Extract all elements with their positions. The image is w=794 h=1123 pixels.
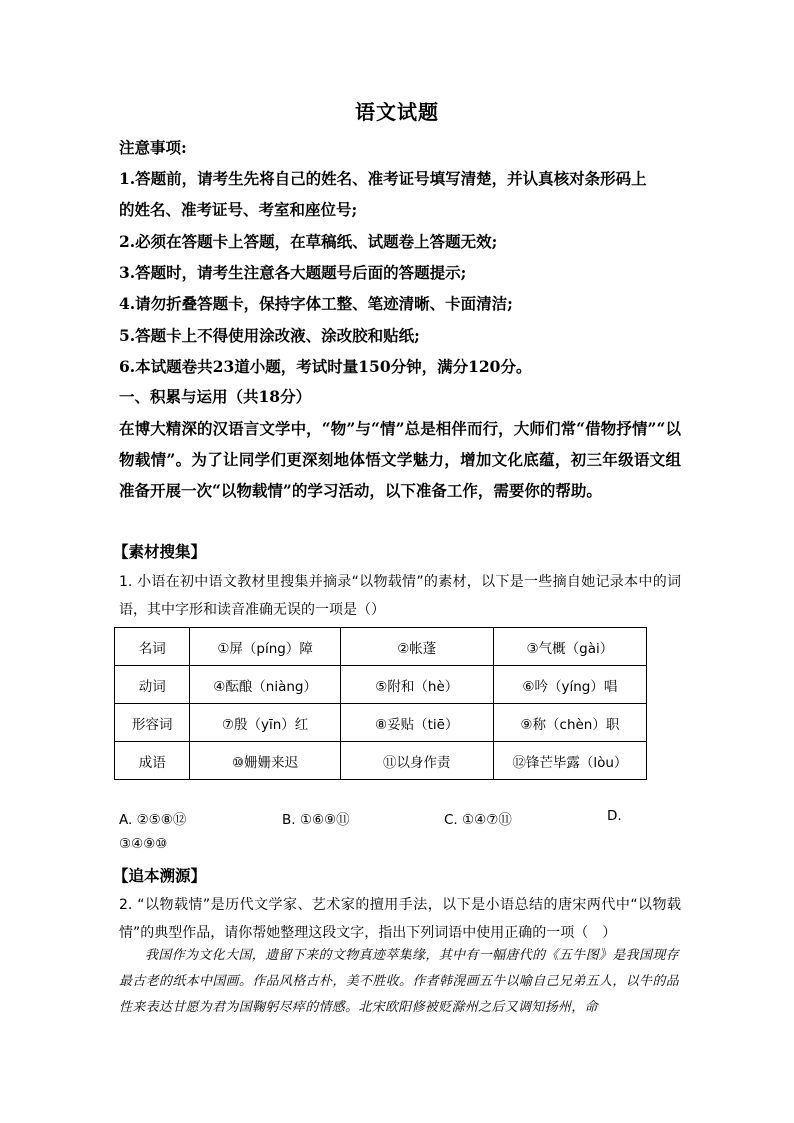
option-a[interactable]: A. ②⑤⑧⑫ xyxy=(119,812,187,828)
table-cell: ④酝酿（niàng） xyxy=(190,666,340,704)
table-cell: ②帐蓬 xyxy=(340,628,493,666)
table-cell: ③气概（gài） xyxy=(493,628,646,666)
table-cell: ⑨称（chèn）职 xyxy=(493,704,646,742)
notice-item: 2.必须在答题卡上答题，在草稿纸、试题卷上答题无效; xyxy=(119,232,498,251)
table-cell: ⑦殷（yīn）红 xyxy=(190,704,340,742)
option-b[interactable]: B. ①⑥⑨⑪ xyxy=(282,812,350,828)
notice-item: 3.答题时，请考生注意各大题题号后面的答题提示; xyxy=(119,263,467,282)
part-heading-origins: 【追本溯源】 xyxy=(113,866,207,885)
notice-item: 4.请勿折叠答题卡，保持字体工整、笔迹清晰、卡面清洁; xyxy=(119,294,513,313)
table-row xyxy=(115,704,647,742)
table-cell: 名词 xyxy=(115,628,190,666)
notice-item: 5.答题卡上不得使用涂改液、涂改胶和贴纸; xyxy=(119,326,420,345)
table-cell: 动词 xyxy=(115,666,190,704)
table-cell: ⑤附和（hè） xyxy=(340,666,493,704)
table-row xyxy=(115,628,647,666)
table-cell: 形容词 xyxy=(115,704,190,742)
notice-heading: 注意事项: xyxy=(119,138,187,157)
table-row xyxy=(115,666,647,704)
option-d-content: ③④⑨⑩ xyxy=(119,836,168,852)
question-2: 2. “以物载情”是历代文学家、艺术家的擅用手法，以下是小语总结的唐宋两代中“以物载情”的典型作品，请你帮她整理这段文字，指出下列词语中使用正确的一项（ ） xyxy=(119,897,681,941)
part-heading-materials: 【素材搜集】 xyxy=(113,542,207,561)
table-cell: ⑩姗姗来迟 xyxy=(190,742,340,780)
notice-item: 1.答题前，请考生先将自己的姓名、准考证号填写清楚，并认真核对条形码上 xyxy=(119,169,647,188)
notice-item: 6.本试题卷共23道小题，考试时量150分钟，满分120分。 xyxy=(119,357,532,376)
section-intro: 在博大精深的汉语言文学中，“物”与“情”总是相伴而行，大师们常“借物抒情”“以物载情”。为了让同学们更深刻地体悟文学魅力，增加文化底蕴，初三年级语文组准备开展一次“以物载情”的学习活动，以下准备工作，需要你的帮助。 xyxy=(119,419,681,500)
table-cell: ⑫锋芒毕露（lòu） xyxy=(493,742,646,780)
table-cell: ⑧妥贴（tiē） xyxy=(340,704,493,742)
table-cell: ①屏（píng）障 xyxy=(190,628,340,666)
table-cell: ⑥吟（yíng）唱 xyxy=(493,666,646,704)
word-table xyxy=(114,627,647,780)
option-d[interactable]: D. xyxy=(607,808,622,824)
question-1: 1. 小语在初中语文教材里搜集并摘录“以物载情”的素材，以下是一些摘自她记录本中的词语，其中字形和读音准确无误的一项是（） xyxy=(119,574,681,618)
reading-passage: 我国作为文化大国，遗留下来的文物真迹萃集缘，其中有一幅唐代的《五牛图》是我国现存最古老的纸本中国画。作品风格古朴，美不胜收。作者韩滉画五牛以喻自己兄弟五人，以牛的品性来表达甘愿为君为国鞠躬尽瘁的情感。北宋欧阳修被贬滁州之后又调知扬州，命 xyxy=(119,948,679,1015)
page-title: 语文试题 xyxy=(355,100,439,124)
table-cell: ⑪以身作责 xyxy=(340,742,493,780)
notice-item: 的姓名、准考证号、考室和座位号; xyxy=(119,200,358,219)
table-row xyxy=(115,742,647,780)
section-heading: 一、积累与运用（共18分） xyxy=(119,387,312,406)
option-c[interactable]: C. ①④⑦⑪ xyxy=(444,812,512,828)
table-cell: 成语 xyxy=(115,742,190,780)
